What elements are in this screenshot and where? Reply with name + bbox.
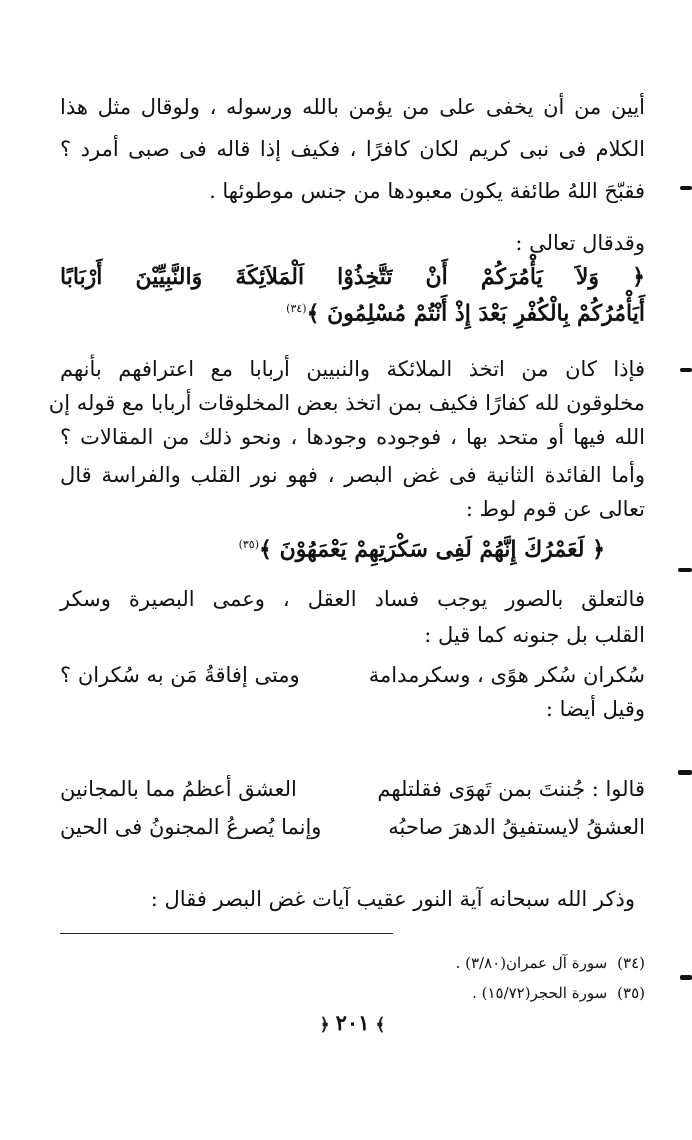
- page-body: [48, 80, 645, 1080]
- edge-mark-icon: [680, 186, 692, 190]
- footnote-34: [60, 952, 645, 974]
- page-number: [60, 1010, 645, 1035]
- para5: وذكر الله سبحانه آية النور عقيب آيات غض البصر فقال :: [150, 887, 635, 911]
- ornament-left-icon: ﴿: [319, 1015, 330, 1035]
- para4-line2: القلب بل جنونه كما قيل :: [424, 623, 645, 647]
- para1-line3: فقبّحَ اللهُ طائفة يكون معبودها من جنس موطوئها .: [209, 179, 645, 203]
- para1-line2: الكلام فى نبى كريم لكان كافرًا ، فكيف إذا قاله فى صبى أمرد ؟: [60, 137, 645, 161]
- verse2-text: ﴿ لَعَمْرُكَ إِنَّهُمْ لَفِى سَكْرَتِهِمْ يَعْمَهُوْنَ ﴾: [259, 536, 605, 563]
- para1-line1: أيين من أن يخفى على من يؤمن بالله ورسوله ، ولوقال مثل هذا: [60, 95, 645, 119]
- para3-line2: تعالى عن قوم لوط :: [465, 497, 645, 521]
- para2-line1: فإذا كان من اتخذ الملائكة والنبيين أربابا مع اعترافهم بأنهم: [60, 357, 645, 381]
- footnote-34-text: سورة آل عمران(٣/٨٠) .: [455, 954, 608, 972]
- para3-line1: وأما الفائدة الثانية فى غض البصر ، فهو نور القلب والفراسة قال: [60, 463, 645, 487]
- verse1-line2-text: أَيَأْمُرُكُمْ بِالْكُفْرِ بَعْدَ إِذْ أَنْتُمْ مُسْلِمُونَ ﴾: [306, 300, 645, 327]
- poem2-intro: وقيل أيضا :: [545, 697, 645, 721]
- poem1-hemistich-left: ومتى إفاقةُ مَن به سُكران ؟: [60, 663, 300, 687]
- poem1-hemistich-right: سُكران سُكر هوًى ، وسكرمدامة: [368, 663, 645, 687]
- footnote-35-number: (٣٥): [617, 984, 645, 1002]
- footnote-35-text: سورة الحجر(١٥/٧٢) .: [472, 984, 608, 1002]
- poem2-row2-right: العشقُ لايستفيقُ الدهرَ صاحبُه: [388, 815, 645, 839]
- edge-mark-icon: [678, 568, 692, 572]
- verse1-line2: [60, 292, 645, 330]
- verse2: [60, 528, 645, 566]
- para4-line1: فالتعلق بالصور يوجب فساد العقل ، وعمى البصيرة وسكر: [60, 587, 645, 611]
- poem2-row1-left: العشق أعظمُ مما بالمجانين: [60, 777, 297, 801]
- ornament-right-icon: ﴾: [375, 1015, 386, 1035]
- para2-line2: مخلوقون لله كفارًا فكيف بمن اتخذ بعض المخلوقات أربابا مع قوله إن: [48, 391, 645, 415]
- footnote-34-number: (٣٤): [617, 954, 645, 972]
- edge-mark-icon: [680, 368, 692, 372]
- footnote-35: [60, 982, 645, 1004]
- footnote-ref-35: (٣٥): [238, 538, 260, 551]
- poem2-row2-left: وإنما يُصرعُ المجنونُ فى الحين: [60, 815, 322, 839]
- footnote-ref-34: (٣٤): [286, 302, 307, 315]
- poem2-row1-right: قالوا : جُننتَ بمن تَهوَى فقلتلهم: [377, 777, 645, 801]
- para2-line3: الله فيها أو متحد بها ، فوجوده وجودها ، ونحو ذلك من المقالات ؟: [60, 425, 645, 449]
- footnote-rule: [60, 933, 393, 934]
- verse1-line1: ﴿ وَلاَ يَأْمُرَكُمْ أَنْ تَتَّخِذُوْا اَلْمَلاَئِكَةَ وَالنَّبِيِّيْنَ أَرْبَابًا: [60, 264, 645, 290]
- edge-mark-icon: [678, 770, 692, 775]
- verse1-intro: وقدقال تعالى :: [515, 231, 645, 255]
- edge-mark-icon: [680, 975, 692, 980]
- page-number-value: ٢٠١: [335, 1010, 370, 1035]
